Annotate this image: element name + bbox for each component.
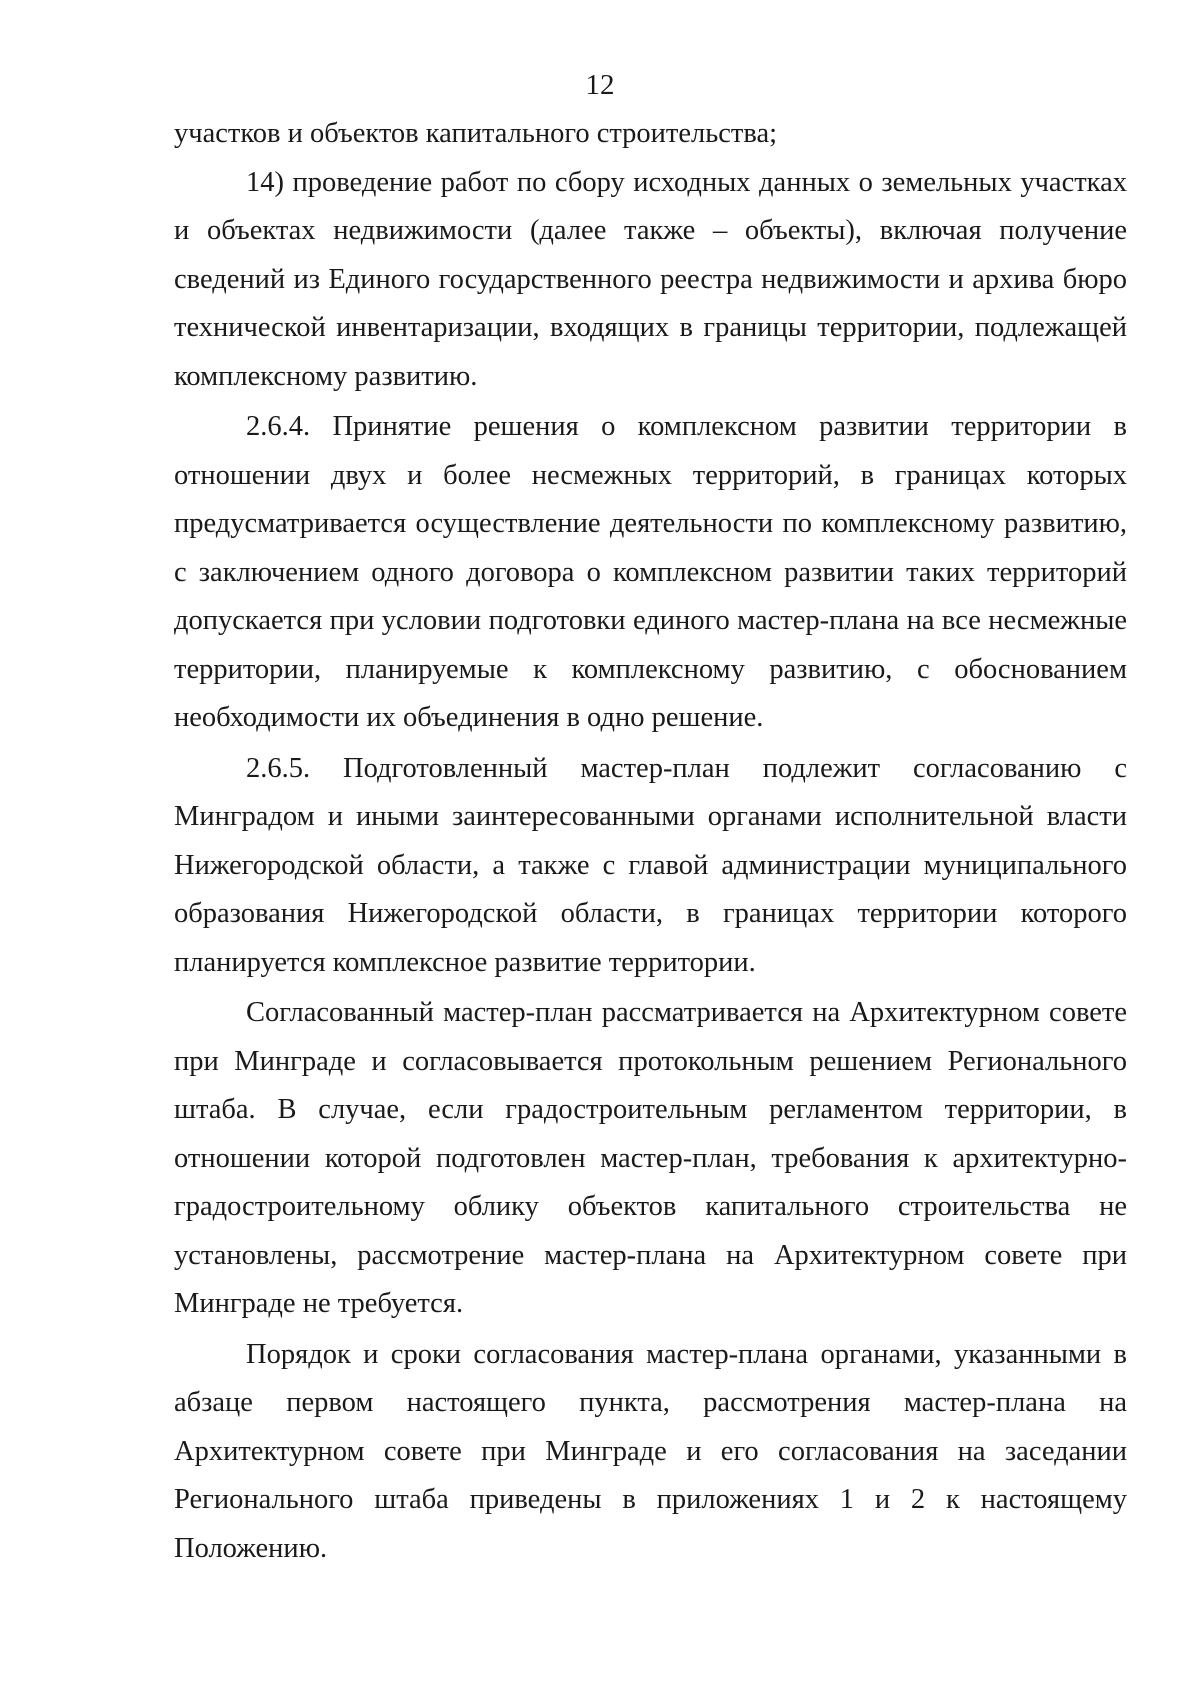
paragraph-continuation: участков и объектов капитального строительства; bbox=[174, 118, 778, 149]
paragraph-approved-master-plan: Согласованный мастер-план рассматривается на Архитектурном совете при Минграде и согласовывается протокольным решением Регионального штаба. В случае, если градостроительным регламентом территории, в отношении которой подготовлен мастер-план, требования к архитектурно-градостроительному облику объектов капитального строительства не установлены, рассмотрение мастер-плана на Архитектурном совете при Минграде не требуется. bbox=[174, 997, 1127, 1319]
paragraph-2-6-4: 2.6.4. Принятие решения о комплексном развитии территории в отношении двух и более несмежных территорий, в границах которых предусматривается осуществление деятельности по комплексному развитию, с заключением одного договора о комплексном развитии таких территорий допускается при условии подготовки единого мастер-плана на все несмежные территории, планируемые к комплексному развитию, с обоснованием необходимости их объединения в одно решение. bbox=[174, 411, 1127, 733]
paragraph-item-14: 14) проведение работ по сбору исходных данных о земельных участках и объектах недвижимости (далее также – объекты), включая получение сведений из Единого государственного реестра недвижимости и архива бюро технической инвентаризации, входящих в границы территории, подлежащей комплексному развитию. bbox=[174, 166, 1127, 392]
paragraph-approval-procedure: Порядок и сроки согласования мастер-плана органами, указанными в абзаце первом настоящего пункта, рассмотрения мастер-плана на Архитектурном совете при Минграде и его согласования на заседании Регионального штаба приведены в приложениях 1 и 2 к настоящему Положению. bbox=[174, 1338, 1127, 1564]
page-number: 12 bbox=[585, 69, 615, 101]
document-body bbox=[174, 110, 1127, 1573]
paragraph-2-6-5: 2.6.5. Подготовленный мастер-план подлежит согласованию с Минградом и иными заинтересованными органами исполнительной власти Нижегородской области, а также с главой администрации муниципального образования Нижегородской области, в границах территории которого планируется комплексное развитие территории. bbox=[174, 752, 1127, 978]
